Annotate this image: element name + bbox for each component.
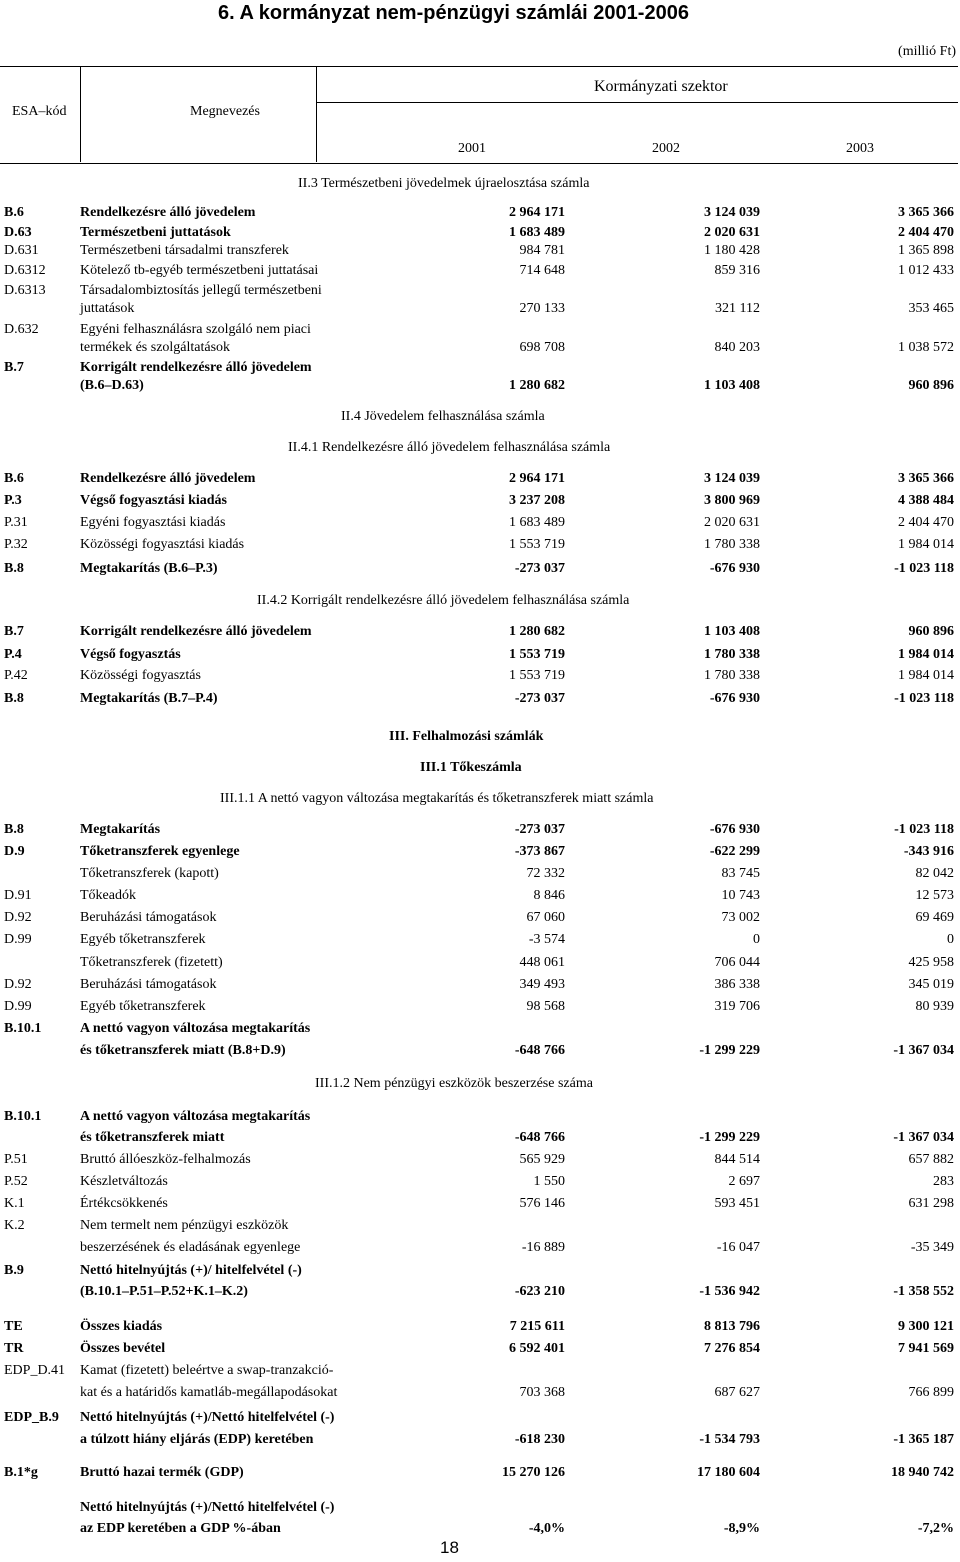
row-label: és tőketranszferek miatt xyxy=(80,1130,225,1145)
row-value-2001: 1 553 719 xyxy=(509,537,565,552)
row-value-2001: 576 146 xyxy=(519,1196,565,1211)
table-row xyxy=(0,977,960,997)
row-value-2001: -648 766 xyxy=(514,1130,565,1145)
row-label: Egyéb tőketranszferek xyxy=(80,932,206,947)
row-value-2002: 2 697 xyxy=(728,1174,760,1189)
row-value-2003: 1 365 898 xyxy=(898,243,954,258)
row-value-2002: -676 930 xyxy=(709,822,760,837)
table-row xyxy=(0,263,960,283)
table-row xyxy=(0,1385,960,1405)
page-title: 6. A kormányzat nem-pénzügyi számlái 2001-2006 xyxy=(218,2,689,24)
row-value-2001: 1 683 489 xyxy=(509,515,565,530)
row-value-2002: 2 020 631 xyxy=(704,225,760,240)
row-label: Közösségi fogyasztási kiadás xyxy=(80,537,245,552)
header-divider xyxy=(80,66,81,162)
row-label: Tőkeadók xyxy=(80,888,136,903)
row-value-2001: 349 493 xyxy=(519,977,565,992)
row-label: Bruttó hazai termék (GDP) xyxy=(80,1465,244,1480)
row-value-2001: -273 037 xyxy=(514,561,565,576)
row-value-2003: 3 365 366 xyxy=(898,205,954,220)
row-value-2002: 859 316 xyxy=(714,263,760,278)
row-value-2002: 386 338 xyxy=(714,977,760,992)
section-title: II.4 Jövedelem felhasználása számla xyxy=(341,409,545,424)
row-label: Nettó hitelnyújtás (+)/ hitelfelvétel (-) xyxy=(80,1263,302,1278)
row-value-2001: 7 215 611 xyxy=(509,1319,565,1334)
row-value-2003: -1 023 118 xyxy=(894,822,954,837)
row-label: Végső fogyasztás xyxy=(80,647,181,662)
row-code: P.32 xyxy=(4,537,28,552)
row-value-2001: 270 133 xyxy=(519,301,565,316)
header-year: 2001 xyxy=(458,141,486,156)
table-row xyxy=(0,844,960,864)
table-row xyxy=(0,999,960,1019)
row-label: (B.6–D.63) xyxy=(80,378,144,393)
row-code: P.52 xyxy=(4,1174,28,1189)
row-label: Összes bevétel xyxy=(80,1341,166,1356)
row-value-2002: 0 xyxy=(753,932,760,947)
row-label: Tőketranszferek (fizetett) xyxy=(80,955,223,970)
row-value-2002: 17 180 604 xyxy=(697,1465,760,1480)
table-row xyxy=(0,822,960,842)
row-value-2003: 345 019 xyxy=(908,977,954,992)
row-label: Egyéb tőketranszferek xyxy=(80,999,206,1014)
row-value-2003: 3 365 366 xyxy=(898,471,954,486)
row-value-2003: 631 298 xyxy=(908,1196,954,1211)
row-code: B.8 xyxy=(4,561,24,576)
row-value-2001: 3 237 208 xyxy=(509,493,565,508)
row-value-2003: 82 042 xyxy=(915,866,954,881)
row-value-2003: 1 984 014 xyxy=(898,537,954,552)
row-code: D.99 xyxy=(4,932,32,947)
row-code: D.99 xyxy=(4,999,32,1014)
unit-label: (millió Ft) xyxy=(898,44,956,59)
row-label: Korrigált rendelkezésre álló jövedelem xyxy=(80,360,312,375)
row-value-2002: 2 020 631 xyxy=(704,515,760,530)
header-esa-kod: ESA–kód xyxy=(12,104,67,119)
row-value-2001: 1 683 489 xyxy=(509,225,565,240)
table-row xyxy=(0,205,960,225)
row-value-2001: 1 553 719 xyxy=(509,668,565,683)
row-value-2003: -1 367 034 xyxy=(893,1043,954,1058)
row-label: Megtakarítás (B.7–P.4) xyxy=(80,691,218,706)
row-code: B.6 xyxy=(4,471,24,486)
row-code: TE xyxy=(4,1319,23,1334)
header-sector-rule xyxy=(316,102,958,103)
row-value-2001: 984 781 xyxy=(519,243,565,258)
row-value-2003: 353 465 xyxy=(908,301,954,316)
row-value-2002: 321 112 xyxy=(715,301,760,316)
row-label: Összes kiadás xyxy=(80,1319,163,1334)
row-label: Nettó hitelnyújtás (+)/Nettó hitelfelvétel (-) xyxy=(80,1410,335,1425)
row-code: EDP_B.9 xyxy=(4,1410,59,1425)
row-code: P.42 xyxy=(4,668,28,683)
row-value-2002: -16 047 xyxy=(716,1240,760,1255)
row-value-2003: -1 358 552 xyxy=(893,1284,954,1299)
row-value-2003: 7 941 569 xyxy=(898,1341,954,1356)
row-label: Társadalombiztosítás jellegű természetbeni xyxy=(80,283,322,298)
row-code: K.1 xyxy=(4,1196,25,1211)
table-row xyxy=(0,1341,960,1361)
row-value-2003: 4 388 484 xyxy=(898,493,954,508)
row-value-2001: 8 846 xyxy=(533,888,565,903)
row-label: Természetbeni juttatások xyxy=(80,225,231,240)
table-row xyxy=(0,301,960,321)
table-row xyxy=(0,955,960,975)
table-row xyxy=(0,1521,960,1541)
row-value-2002: 319 706 xyxy=(714,999,760,1014)
row-value-2002: -1 536 942 xyxy=(699,1284,760,1299)
row-value-2003: 1 012 433 xyxy=(898,263,954,278)
row-label: Egyéni fogyasztási kiadás xyxy=(80,515,226,530)
row-value-2003: 766 899 xyxy=(908,1385,954,1400)
section-title: II.3 Természetbeni jövedelmek újraelosztása számla xyxy=(298,176,590,191)
row-code: B.8 xyxy=(4,822,24,837)
row-value-2001: 703 368 xyxy=(519,1385,565,1400)
table-row xyxy=(0,537,960,557)
row-value-2002: 1 780 338 xyxy=(704,537,760,552)
row-code: P.31 xyxy=(4,515,28,530)
row-code: B.6 xyxy=(4,205,24,220)
table-row xyxy=(0,1043,960,1063)
row-value-2002: 7 276 854 xyxy=(704,1341,760,1356)
table-row xyxy=(0,1319,960,1339)
row-code: D.6312 xyxy=(4,263,46,278)
section-title: III.1.2 Nem pénzügyi eszközök beszerzése száma xyxy=(315,1076,593,1091)
row-label: juttatások xyxy=(80,301,135,316)
row-label: Rendelkezésre álló jövedelem xyxy=(80,471,256,486)
row-value-2003: 12 573 xyxy=(915,888,954,903)
row-label: az EDP keretében a GDP %-ában xyxy=(80,1521,281,1536)
row-value-2002: -622 299 xyxy=(709,844,760,859)
row-code: K.2 xyxy=(4,1218,25,1233)
row-value-2001: 67 060 xyxy=(526,910,565,925)
row-value-2002: 3 124 039 xyxy=(704,205,760,220)
header-year: 2003 xyxy=(846,141,874,156)
row-code: TR xyxy=(4,1341,24,1356)
row-value-2002: 593 451 xyxy=(714,1196,760,1211)
row-label: kat és a határidős kamatláb-megállapodásokat xyxy=(80,1385,338,1400)
table-row xyxy=(0,1263,960,1283)
row-code: B.8 xyxy=(4,691,24,706)
row-value-2001: 98 568 xyxy=(526,999,565,1014)
row-value-2002: -1 299 229 xyxy=(699,1130,760,1145)
row-code: P.4 xyxy=(4,647,22,662)
row-code: P.3 xyxy=(4,493,22,508)
row-value-2003: 2 404 470 xyxy=(898,225,954,240)
row-label: Bruttó állóeszköz-felhalmozás xyxy=(80,1152,251,1167)
header-megnevezes: Megnevezés xyxy=(190,104,260,119)
row-code: D.92 xyxy=(4,910,32,925)
row-value-2003: 960 896 xyxy=(908,624,954,639)
row-value-2003: 960 896 xyxy=(908,378,954,393)
row-label: termékek és szolgáltatások xyxy=(80,340,231,355)
row-label: beszerzésének és eladásának egyenlege xyxy=(80,1240,301,1255)
row-value-2002: -676 930 xyxy=(709,561,760,576)
row-value-2002: 1 780 338 xyxy=(704,668,760,683)
row-label: Kamat (fizetett) beleértve a swap-tranzakció- xyxy=(80,1363,334,1378)
table-row xyxy=(0,1284,960,1304)
table-row xyxy=(0,283,960,303)
row-value-2003: -343 916 xyxy=(903,844,954,859)
row-value-2001: 2 964 171 xyxy=(509,205,565,220)
section-title: II.4.1 Rendelkezésre álló jövedelem felhasználása számla xyxy=(288,440,611,455)
row-label: A nettó vagyon változása megtakarítás xyxy=(80,1021,311,1036)
table-row xyxy=(0,493,960,513)
table-row xyxy=(0,1218,960,1238)
table-row xyxy=(0,1432,960,1452)
row-value-2001: -273 037 xyxy=(514,822,565,837)
row-value-2003: -1 365 187 xyxy=(893,1432,954,1447)
section-title: III. Felhalmozási számlák xyxy=(389,729,544,744)
section-title: III.1 Tőkeszámla xyxy=(420,760,522,775)
table-row xyxy=(0,1363,960,1383)
table-row xyxy=(0,225,960,245)
row-label: Kötelező tb-egyéb természetbeni juttatásai xyxy=(80,263,319,278)
header-year: 2002 xyxy=(652,141,680,156)
row-value-2002: -676 930 xyxy=(709,691,760,706)
table-row xyxy=(0,932,960,952)
row-value-2001: -16 889 xyxy=(521,1240,565,1255)
row-value-2003: 18 940 742 xyxy=(891,1465,954,1480)
row-label: Tőketranszferek (kapott) xyxy=(80,866,219,881)
section-title: III.1.1 A nettó vagyon változása megtakarítás és tőketranszferek miatt számla xyxy=(220,791,654,806)
row-label: Megtakarítás xyxy=(80,822,161,837)
row-code: B.10.1 xyxy=(4,1021,42,1036)
row-value-2002: -1 299 229 xyxy=(699,1043,760,1058)
row-value-2001: -618 230 xyxy=(514,1432,565,1447)
table-row xyxy=(0,471,960,491)
row-code: D.91 xyxy=(4,888,32,903)
table-row xyxy=(0,1465,960,1485)
table-row xyxy=(0,691,960,711)
row-value-2003: 1 038 572 xyxy=(898,340,954,355)
row-value-2002: 3 124 039 xyxy=(704,471,760,486)
header-divider xyxy=(316,66,317,162)
row-value-2001: 15 270 126 xyxy=(502,1465,565,1480)
table-row xyxy=(0,1410,960,1430)
row-value-2001: -273 037 xyxy=(514,691,565,706)
row-code: B.7 xyxy=(4,360,24,375)
row-label: A nettó vagyon változása megtakarítás xyxy=(80,1109,311,1124)
row-value-2003: 283 xyxy=(933,1174,954,1189)
row-value-2002: 1 780 338 xyxy=(704,647,760,662)
section-title: II.4.2 Korrigált rendelkezésre álló jövedelem felhasználása számla xyxy=(257,593,630,608)
header-sector: Kormányzati szektor xyxy=(594,78,728,95)
table-row xyxy=(0,1109,960,1129)
row-value-2001: 1 280 682 xyxy=(509,624,565,639)
row-value-2001: 714 648 xyxy=(519,263,565,278)
row-value-2001: -4,0% xyxy=(528,1521,565,1536)
row-value-2002: 1 180 428 xyxy=(704,243,760,258)
page-number: 18 xyxy=(440,1538,459,1557)
row-label: Korrigált rendelkezésre álló jövedelem xyxy=(80,624,312,639)
row-value-2002: 10 743 xyxy=(721,888,760,903)
row-code: D.63 xyxy=(4,225,32,240)
row-label: Beruházási támogatások xyxy=(80,977,217,992)
row-code: D.9 xyxy=(4,844,25,859)
table-row xyxy=(0,888,960,908)
row-value-2002: 1 103 408 xyxy=(704,624,760,639)
row-value-2001: -623 210 xyxy=(514,1284,565,1299)
row-code: B.7 xyxy=(4,624,24,639)
table-row xyxy=(0,360,960,380)
row-value-2002: -8,9% xyxy=(723,1521,760,1536)
table-row xyxy=(0,1130,960,1150)
row-value-2002: 844 514 xyxy=(714,1152,760,1167)
row-label: Végső fogyasztási kiadás xyxy=(80,493,228,508)
row-value-2001: 1 280 682 xyxy=(509,378,565,393)
table-row xyxy=(0,515,960,535)
row-label: (B.10.1–P.51–P.52+K.1–K.2) xyxy=(80,1284,248,1299)
row-value-2003: 9 300 121 xyxy=(898,1319,954,1334)
table-row xyxy=(0,910,960,930)
row-code: B.9 xyxy=(4,1263,24,1278)
row-label: Értékcsökkenés xyxy=(80,1196,168,1211)
row-code: D.631 xyxy=(4,243,39,258)
row-label: Természetbeni társadalmi transzferek xyxy=(80,243,289,258)
table-row xyxy=(0,1152,960,1172)
row-label: Rendelkezésre álló jövedelem xyxy=(80,205,256,220)
row-code: D.632 xyxy=(4,322,39,337)
row-code: EDP_D.41 xyxy=(4,1363,66,1378)
row-label: Tőketranszferek egyenlege xyxy=(80,844,240,859)
row-value-2002: 8 813 796 xyxy=(704,1319,760,1334)
row-value-2002: 3 800 969 xyxy=(704,493,760,508)
table-row xyxy=(0,378,960,398)
row-label: Nettó hitelnyújtás (+)/Nettó hitelfelvétel (-) xyxy=(80,1500,335,1515)
row-value-2001: 2 964 171 xyxy=(509,471,565,486)
row-code: B.1*g xyxy=(4,1465,38,1480)
row-value-2003: 1 984 014 xyxy=(898,647,954,662)
row-label: Megtakarítás (B.6–P.3) xyxy=(80,561,218,576)
row-value-2003: -35 349 xyxy=(910,1240,954,1255)
table-row xyxy=(0,1196,960,1216)
row-value-2003: 80 939 xyxy=(915,999,954,1014)
table-row xyxy=(0,668,960,688)
table-row xyxy=(0,1240,960,1260)
row-value-2003: -1 023 118 xyxy=(894,561,954,576)
row-value-2003: -1 023 118 xyxy=(894,691,954,706)
row-value-2002: 840 203 xyxy=(714,340,760,355)
row-value-2003: -1 367 034 xyxy=(893,1130,954,1145)
row-value-2002: 83 745 xyxy=(721,866,760,881)
row-value-2003: 2 404 470 xyxy=(898,515,954,530)
row-label: és tőketranszferek miatt (B.8+D.9) xyxy=(80,1043,286,1058)
row-value-2001: -3 574 xyxy=(528,932,565,947)
row-value-2001: 1 553 719 xyxy=(509,647,565,662)
row-value-2001: -648 766 xyxy=(514,1043,565,1058)
row-label: a túlzott hiány eljárás (EDP) keretében xyxy=(80,1432,314,1447)
row-value-2003: 1 984 014 xyxy=(898,668,954,683)
table-row xyxy=(0,340,960,360)
table-row xyxy=(0,243,960,263)
table-row xyxy=(0,1174,960,1194)
row-value-2003: -7,2% xyxy=(917,1521,954,1536)
row-value-2002: 73 002 xyxy=(721,910,760,925)
row-label: Egyéni felhasználásra szolgáló nem piaci xyxy=(80,322,311,337)
row-code: D.92 xyxy=(4,977,32,992)
row-value-2002: 1 103 408 xyxy=(704,378,760,393)
table-row xyxy=(0,561,960,581)
table-row xyxy=(0,1500,960,1520)
table-row xyxy=(0,322,960,342)
row-value-2001: 1 550 xyxy=(533,1174,565,1189)
table-row xyxy=(0,647,960,667)
row-value-2002: 687 627 xyxy=(714,1385,760,1400)
row-value-2001: 72 332 xyxy=(526,866,565,881)
row-label: Nem termelt nem pénzügyi eszközök xyxy=(80,1218,289,1233)
row-value-2003: 425 958 xyxy=(908,955,954,970)
row-label: Készletváltozás xyxy=(80,1174,168,1189)
row-label: Beruházási támogatások xyxy=(80,910,217,925)
row-code: B.10.1 xyxy=(4,1109,42,1124)
row-value-2003: 69 469 xyxy=(915,910,954,925)
row-value-2001: 448 061 xyxy=(519,955,565,970)
row-value-2003: 0 xyxy=(947,932,954,947)
table-row xyxy=(0,866,960,886)
row-code: P.51 xyxy=(4,1152,28,1167)
row-value-2002: 706 044 xyxy=(714,955,760,970)
row-value-2001: 6 592 401 xyxy=(509,1341,565,1356)
row-label: Közösségi fogyasztás xyxy=(80,668,201,683)
row-code: D.6313 xyxy=(4,283,46,298)
table-row xyxy=(0,624,960,644)
table-row xyxy=(0,1021,960,1041)
row-value-2003: 657 882 xyxy=(908,1152,954,1167)
row-value-2001: 698 708 xyxy=(519,340,565,355)
row-value-2001: -373 867 xyxy=(514,844,565,859)
row-value-2002: -1 534 793 xyxy=(699,1432,760,1447)
row-value-2001: 565 929 xyxy=(519,1152,565,1167)
